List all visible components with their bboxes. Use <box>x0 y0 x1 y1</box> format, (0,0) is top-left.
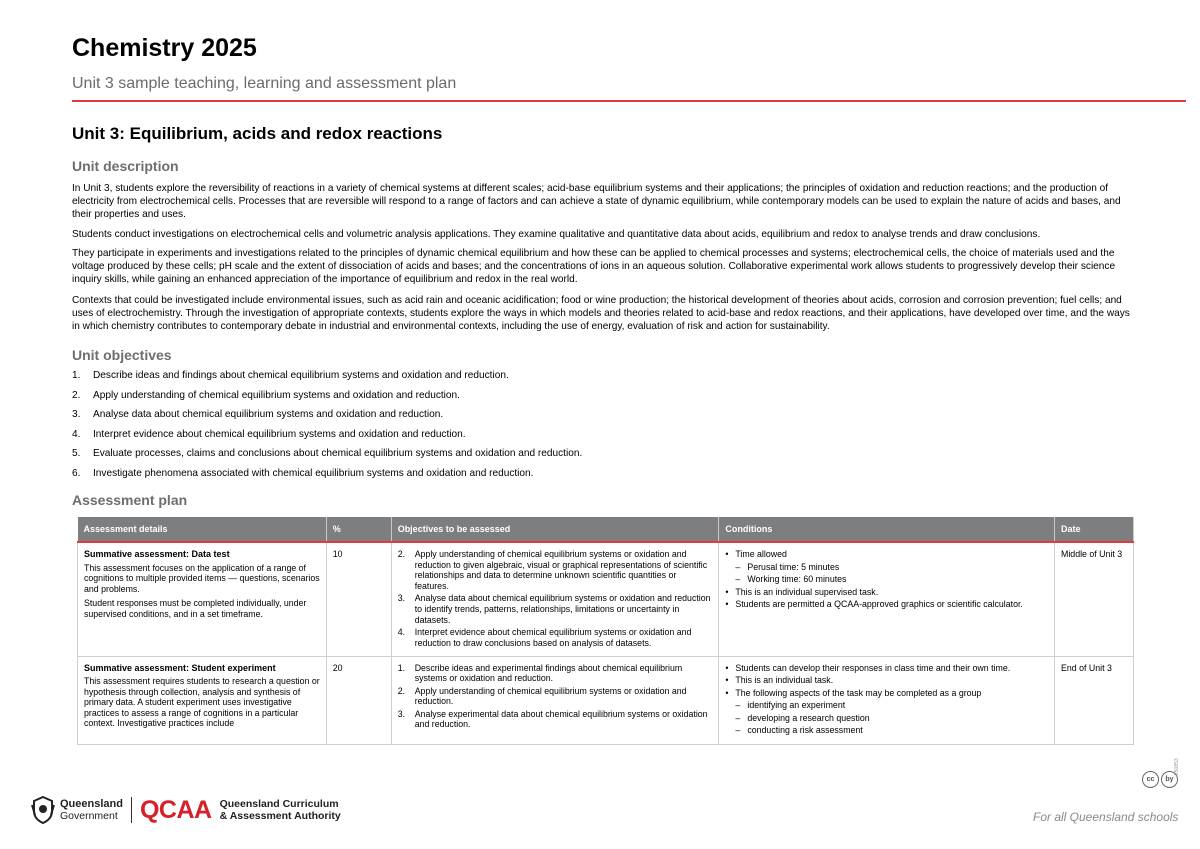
list-item <box>398 709 713 730</box>
column-header: Date <box>1055 517 1134 542</box>
objective-text: Describe ideas and experimental findings about chemical equilibrium systems or oxidation and reduction. <box>414 662 683 684</box>
objective-number: 4. <box>72 428 81 440</box>
qcaa-line2: & Assessment Authority <box>219 810 341 822</box>
conditions-list <box>725 663 1048 699</box>
list-item <box>735 562 1048 573</box>
list-item <box>725 587 1048 598</box>
attribution-icon: by <box>1161 771 1178 788</box>
assessment-table <box>77 517 1134 745</box>
assessment-plan-heading: Assessment plan <box>72 492 188 508</box>
sub-conditions-list <box>735 562 1048 585</box>
conditions-list <box>725 587 1048 610</box>
description-paragraph: Contexts that could be investigated include environmental issues, such as acid rain and oceanic acidification; food or wine production; the historical development of theories about acids, corrosion and corrosion prevention; fuel cells; and uses of electrochemistry. Through the investigation of appropriate contexts, students explore the ways in which models and theories related to acid-base and redox reactions, and their applications, have developed over time, and the ways in which chemistry contributes to contemporary debate in industrial and environmental contexts, including the use of energy, evaluation of risk and action for sustainability. <box>72 295 1130 333</box>
description-paragraph: They participate in experiments and investigations related to the principles of dynamic chemical equilibrium and how these can be applied to chemical processes and systems; electrochemical cells, the choice of materials used and the voltage produced by these cells; pH scale and the extent of dissociation of acids and bases; and the concentrations of ions in an aqueous solution. Collaborative experimental work allows students to progressively develop their science inquiry skills, while gaining an enhanced appreciation of the importance of equilibrium and redox in the real world. <box>72 248 1116 286</box>
assessment-details-cell <box>78 656 327 744</box>
objectives-assessed-list <box>398 549 713 648</box>
sub-conditions-list <box>735 700 1048 736</box>
objective-text: Apply understanding of chemical equilibrium systems or oxidation and reduction to given algebraic, visual or graphical representations of scientific relationships and data to determine unknown scientific quantities or features. <box>414 549 708 591</box>
conditions-cell <box>719 542 1055 656</box>
objective-text: Analyse data about chemical equilibrium systems or oxidation and reduction to identify trends, patterns, relationships, limitations or uncertainty in datasets. <box>414 593 711 625</box>
page-title: Chemistry 2025 <box>72 34 257 62</box>
qcaa-line1: Queensland Curriculum <box>219 798 339 810</box>
objective-item <box>72 370 582 390</box>
objective-item <box>72 409 582 429</box>
assessment-title: Summative assessment: Data test <box>84 549 230 559</box>
objective-item <box>72 468 582 488</box>
header-rule <box>72 100 1186 102</box>
objective-number: 6. <box>72 467 81 479</box>
page-subtitle: Unit 3 sample teaching, learning and assessment plan <box>72 75 457 92</box>
bullet-icon: • <box>725 586 729 597</box>
objective-number: 3. <box>397 593 406 604</box>
list-item <box>725 599 1048 610</box>
objective-text: Investigate phenomena associated with chemical equilibrium systems and oxidation and reduction. <box>93 467 534 479</box>
list-item <box>398 593 713 625</box>
assessment-detail-text: Student responses must be completed individually, under supervised conditions, and in a set timeframe. <box>84 598 307 619</box>
list-item <box>398 686 713 707</box>
logo-divider <box>131 797 132 823</box>
table-header-row <box>78 517 1134 542</box>
assessment-details-cell <box>78 542 327 656</box>
table-row <box>78 656 1134 744</box>
list-item <box>398 663 713 684</box>
dash-icon: – <box>735 700 741 711</box>
conditions-list <box>725 549 1048 560</box>
bullet-icon: • <box>725 662 729 673</box>
qld-line1: Queensland <box>60 798 123 810</box>
objective-number: 4. <box>397 627 406 638</box>
qcaa-name <box>220 798 341 822</box>
sub-condition-text: developing a research question <box>747 712 870 723</box>
objective-text: Evaluate processes, claims and conclusions about chemical equilibrium systems and oxidation and reduction. <box>93 448 583 459</box>
objective-text: Apply understanding of chemical equilibrium systems and oxidation and reduction. <box>93 389 460 401</box>
assessment-detail-text: This assessment focuses on the application of a range of cognitions to multiple provided items — questions, scenarios and problems. <box>84 562 320 594</box>
date-cell: Middle of Unit 3 <box>1055 542 1134 656</box>
column-header: Objectives to be assessed <box>391 517 719 542</box>
list-item <box>725 663 1048 674</box>
column-header: Conditions <box>719 517 1055 542</box>
objectives-cell <box>391 656 719 744</box>
list-item <box>735 700 1048 711</box>
condition-text: The following aspects of the task may be completed as a group <box>735 687 982 698</box>
objective-item <box>72 448 582 468</box>
objective-item <box>72 390 582 410</box>
dash-icon: – <box>735 561 741 572</box>
description-paragraph: Students conduct investigations on electrochemical cells and volumetric analysis applications. They examine qualitative and quantitative data about acids, equilibrium and redox to analyse trends and draw conclusions. <box>72 229 1041 240</box>
objectives-assessed-list <box>398 663 713 731</box>
objective-number: 1. <box>397 662 406 673</box>
conditions-cell <box>719 656 1055 744</box>
table-row <box>78 542 1134 656</box>
cc-icon: cc <box>1142 771 1159 788</box>
queensland-government-logo <box>60 798 123 822</box>
unit-title: Unit 3: Equilibrium, acids and redox reactions <box>72 124 443 143</box>
objective-text: Interpret evidence about chemical equilibrium systems and oxidation and reduction. <box>93 428 466 440</box>
list-item <box>725 675 1048 686</box>
dash-icon: – <box>735 712 741 723</box>
objectives-list <box>72 370 582 487</box>
dash-icon: – <box>735 574 741 585</box>
list-item <box>735 725 1048 736</box>
objective-number: 2. <box>72 389 81 401</box>
condition-text: This is an individual supervised task. <box>735 586 879 597</box>
column-header: % <box>326 517 391 542</box>
list-item <box>725 688 1048 699</box>
percent-cell: 20 <box>326 656 391 744</box>
list-item <box>735 713 1048 724</box>
qld-line2: Government <box>60 810 118 822</box>
bullet-icon: • <box>725 675 729 686</box>
bullet-icon: • <box>725 599 729 610</box>
assessment-title: Summative assessment: Student experiment <box>84 662 276 673</box>
objective-number: 3. <box>397 708 406 719</box>
date-cell: End of Unit 3 <box>1055 656 1134 744</box>
objective-text: Analyse experimental data about chemical equilibrium systems or oxidation and reduction. <box>414 708 708 730</box>
queensland-crest-icon <box>30 795 56 825</box>
unit-description-heading: Unit description <box>72 158 179 174</box>
list-item <box>725 549 1048 560</box>
list-item <box>398 549 713 591</box>
sub-condition-text: conducting a risk assessment <box>747 725 863 736</box>
objective-item <box>72 429 582 449</box>
objective-number: 2. <box>397 549 406 559</box>
qcaa-logo: QCAA <box>139 795 212 824</box>
footer-tagline: For all Queensland schools <box>1033 810 1179 824</box>
footer-logos <box>30 795 341 825</box>
bullet-icon: • <box>725 549 729 559</box>
list-item <box>735 574 1048 585</box>
sub-condition-text: Working time: 60 minutes <box>747 574 847 585</box>
objective-number: 1. <box>72 370 81 381</box>
objective-number: 2. <box>397 685 406 696</box>
dash-icon: – <box>735 725 741 736</box>
objective-text: Apply understanding of chemical equilibrium systems or oxidation and reduction. <box>414 685 687 707</box>
condition-text: This is an individual task. <box>735 675 834 686</box>
objectives-cell <box>391 542 719 656</box>
assessment-detail-text: This assessment requires students to research a question or hypothesis through collection, analysis and synthesis of primary data. A student experiment uses investigative practices to assess a range of cognitions in a particular context. Investigative practices include <box>84 676 320 729</box>
unit-objectives-heading: Unit objectives <box>72 347 172 363</box>
percent-cell: 10 <box>326 542 391 656</box>
bullet-icon: • <box>725 687 729 698</box>
sub-condition-text: identifying an experiment <box>747 700 846 711</box>
sub-condition-text: Perusal time: 5 minutes <box>747 561 840 572</box>
condition-text: Students are permitted a QCAA-approved graphics or scientific calculator. <box>735 599 1023 610</box>
condition-text: Time allowed <box>735 549 787 559</box>
list-item <box>398 627 713 648</box>
objective-number: 5. <box>72 448 81 459</box>
objective-number: 3. <box>72 409 81 420</box>
document-id: 250853 <box>1174 758 1180 775</box>
description-paragraph: In Unit 3, students explore the reversibility of reactions in a variety of chemical systems at different scales; acid-base equilibrium systems and their applications; the principles of oxidation and reduction reactions; and the production of electricity from electrochemical cells. Processes that are reversible will respond to a range of factors and can achieve a state of dynamic equilibrium, while contemporary models can be used to explain the nature of acids and bases, and their properties and uses. <box>72 183 1121 221</box>
objective-text: Interpret evidence about chemical equilibrium systems or oxidation and reduction to draw conclusions based on analysis of datasets. <box>414 627 692 648</box>
objective-text: Describe ideas and findings about chemical equilibrium systems and oxidation and reduction. <box>93 370 509 381</box>
column-header: Assessment details <box>78 517 327 542</box>
objective-text: Analyse data about chemical equilibrium systems and oxidation and reduction. <box>93 409 444 420</box>
condition-text: Students can develop their responses in class time and their own time. <box>735 662 1011 673</box>
